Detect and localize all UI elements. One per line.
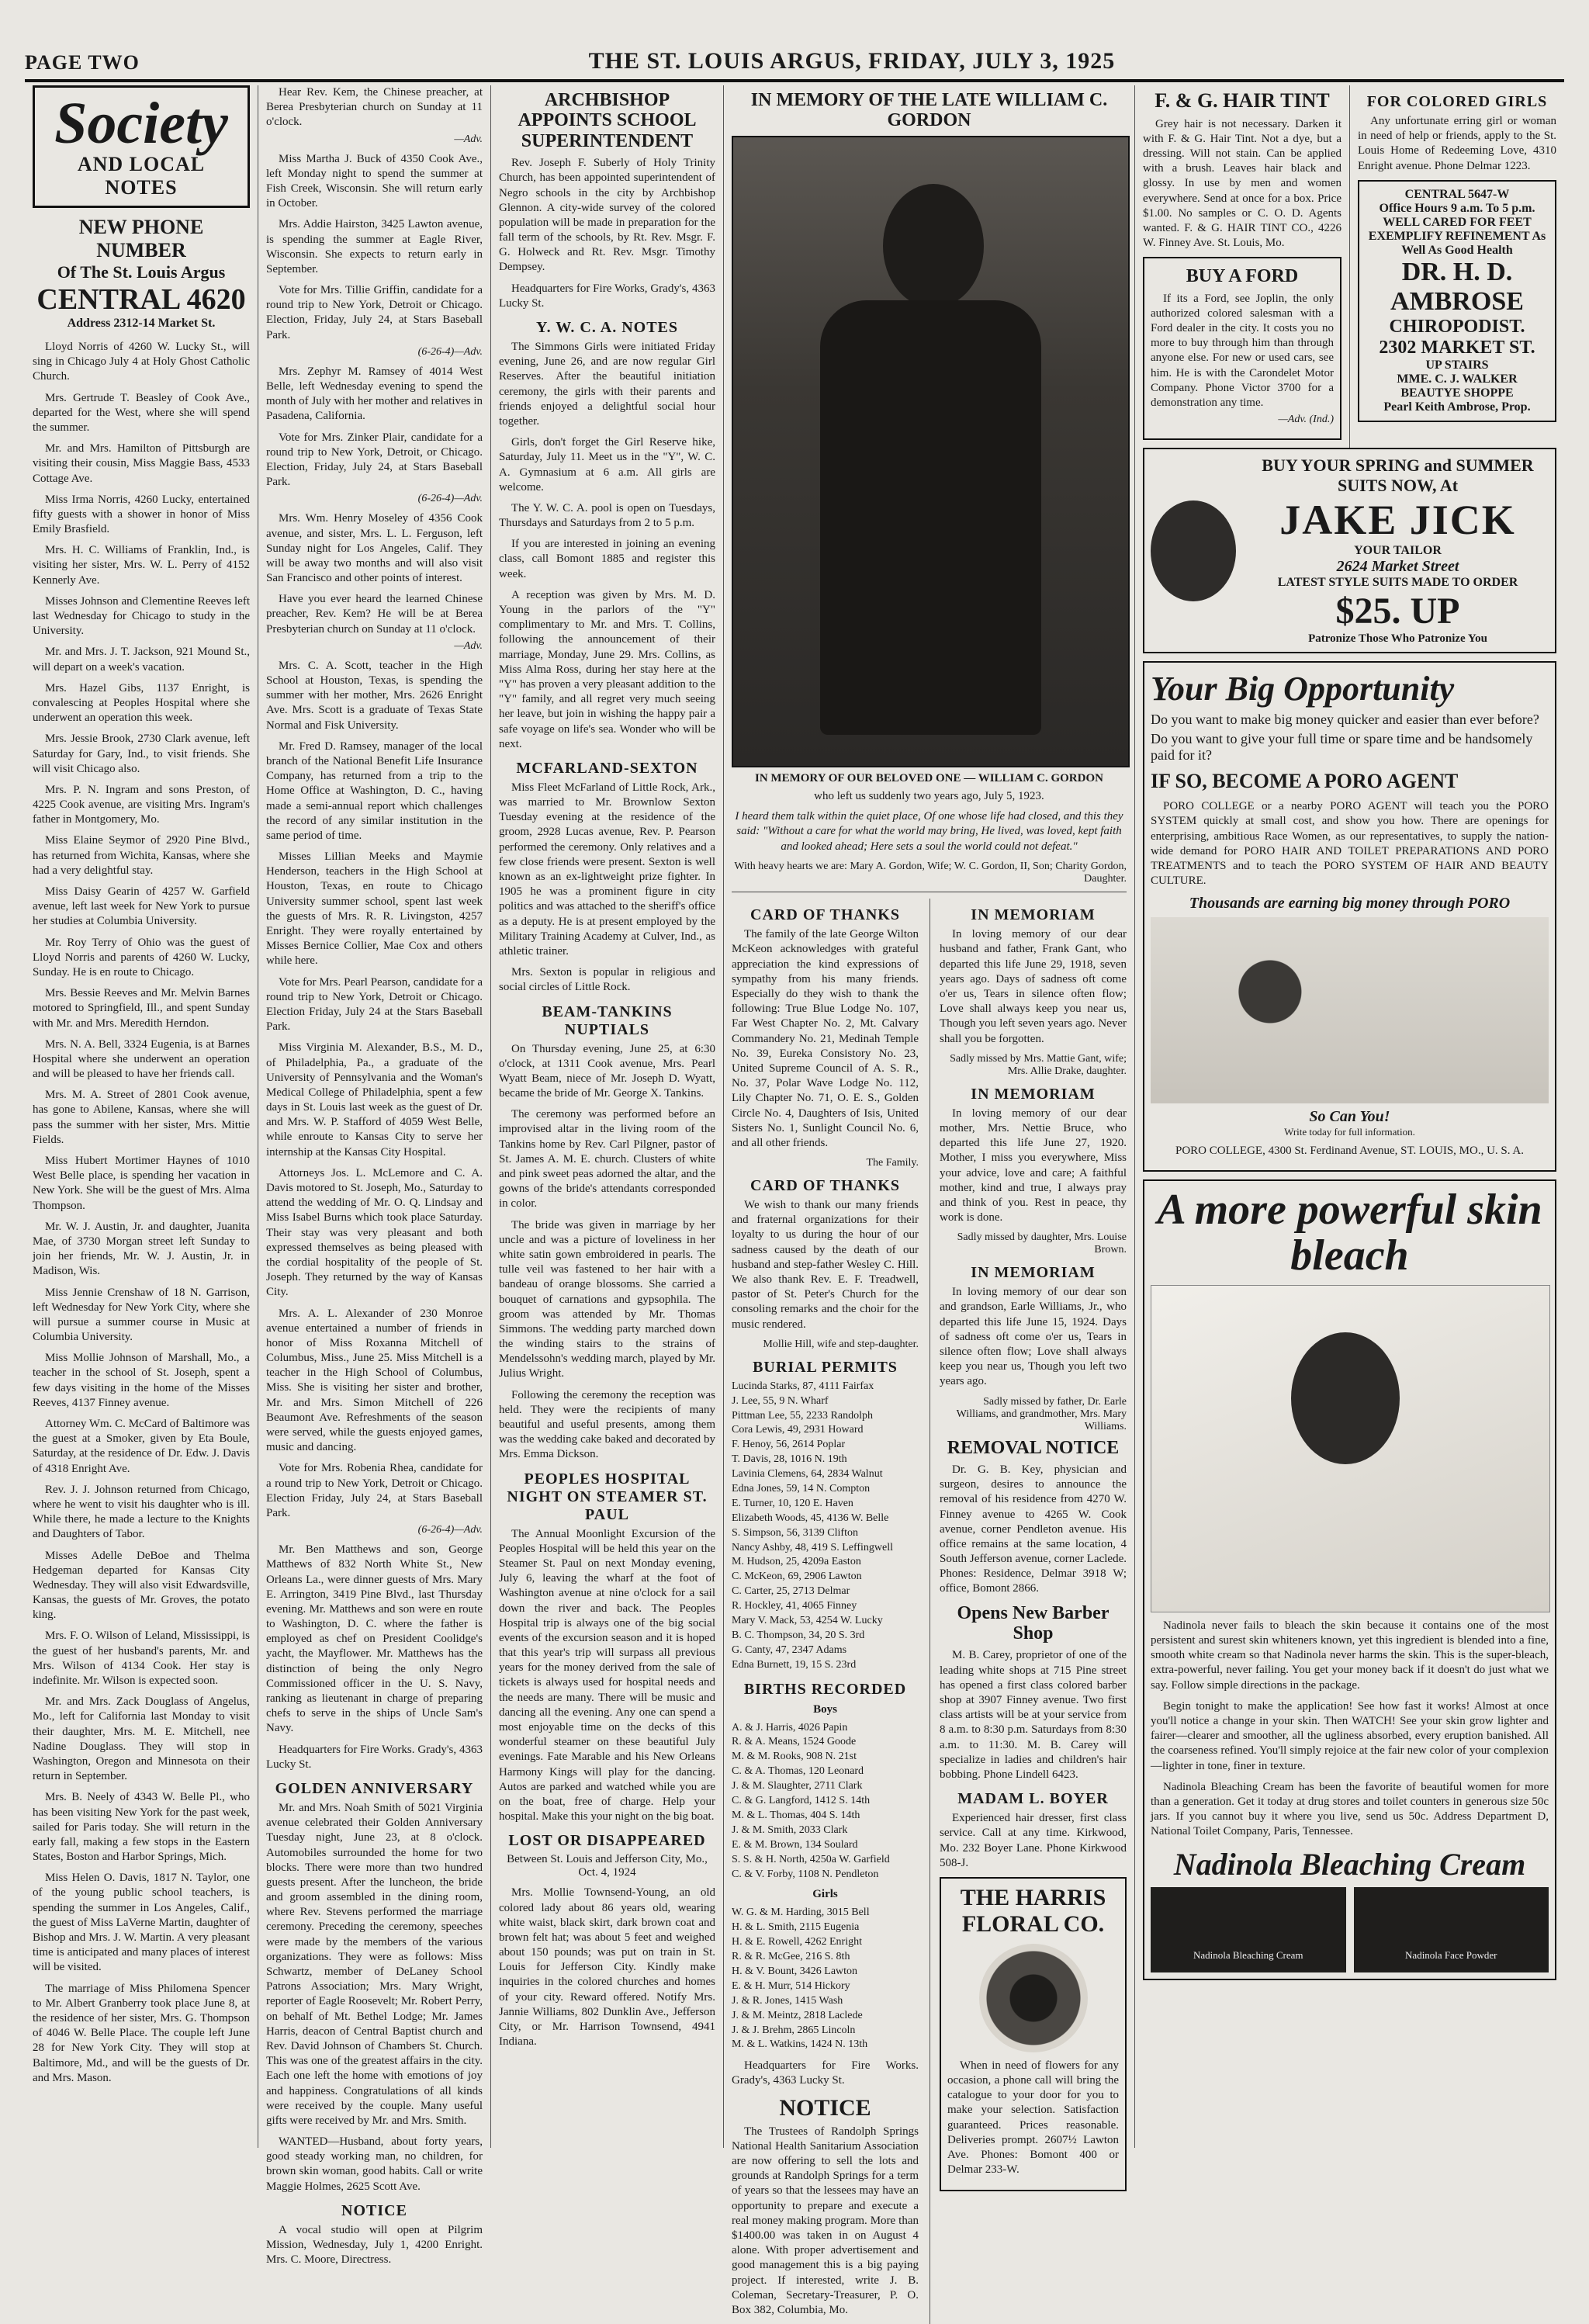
- ad-text: Nadinola Bleaching Cream has been the favorite of beautiful women for more than a generation. Get it today at drug stores and toilet counters in generous size 50c jars. If you cannot buy it where you live, send us 50c. Address Department D, National Toilet Company, Paris, Tennessee.: [1151, 1780, 1549, 1838]
- jake-jick-offer: LATEST STYLE SUITS MADE TO ORDER: [1277, 576, 1518, 590]
- news-item: Dr. G. B. Key, physician and surgeon, desires to announce the removal of his residence from 4270 W. Finney avenue to 4265 W. Cook avenue, corner Pendleton avenue. His office remains at the same location, 4 South Jefferson avenue, corner Laclede. Phones: Residence, Delmar 3918 W; office, Bomont 2866.: [940, 1463, 1127, 1595]
- news-item: Mrs. N. A. Bell, 3324 Eugenia, is at Barnes Hospital where she underwent an operation and will be pleased to have her friends call.: [33, 1037, 250, 1081]
- nadinola-headline: A more powerful skin bleach: [1157, 1186, 1542, 1280]
- births-girls-list: [732, 1906, 919, 2052]
- burial-permit-entry: Edna Jones, 59, 14 N. Compton: [732, 1483, 871, 1495]
- news-item: The Y. W. C. A. pool is open on Tuesdays, Thursdays and Saturdays from 2 to 5 p.m.: [499, 501, 715, 530]
- photo-caption: IN MEMORY OF OUR BELOVED ONE — WILLIAM C. GORDON: [755, 771, 1103, 784]
- news-item: We wish to thank our many friends and fraternal organizations for their loyalty to us during the hour of our sadness caused by the death of our husband and step-father Wesley C. Hill. We also thank Rev. E. F. Treadwell, pastor of St. Peter's Church for the consoling remarks and the choir for the music rendered.: [732, 1199, 919, 1331]
- news-item: Misses Adelle DeBoe and Thelma Hedgeman departed for Kansas City Wednesday. They will also visit Edwardsville, Kansas, the guests of Mr. Groves, the potato king.: [33, 1549, 250, 1622]
- colored-girls-heading: FOR COLORED GIRLS: [1366, 93, 1548, 110]
- news-item: Girls, don't forget the Girl Reserve hike, Saturday, July 11. Meet us in the "Y", W. C. A. Gymnasium at 6 a.m. All girls are welcome.: [499, 436, 715, 494]
- burial-permit-entry: Edna Burnett, 19, 15 S. 23rd: [732, 1658, 857, 1671]
- news-item: The family of the late George Wilton McKeon acknowledges with grateful appreciation the kind expressions of sympathy from his many friends. Especially do they wish to thank the following: True Blue Lodge No. 107, Far West Chapter No. 2, Mt. Calvary Commandery No. 21, Medinah Temple No. 39, Eureka Consistory No. 23, United Supreme Council of A. S. R., No. 37, Polar Wave Lodge No. 112, Lily Chapter No. 71, O. E. S., Golden Circle No. 4, Daughters of Isis, United Sisters No. 1, Sunlight Council No. 6, and all other friends.: [732, 928, 919, 1149]
- chiropodist-title: CHIROPODIST.: [1389, 316, 1525, 337]
- tailor-portrait: [1151, 500, 1236, 601]
- column-church-news: [490, 85, 723, 2148]
- chiropodist-upstairs: UP STAIRS: [1425, 358, 1489, 372]
- news-item: The Annual Moonlight Excursion of the Peoples Hospital will be held this year on the Steamer St. Paul on next Monday evening, July 6, leaving the wharf at the foot of Washington avenue at nine o'clock for a sail down the river and back. The Peoples Hospital trip is always one of the big social events of the excursion season and it is hoped that this year's trip will surpass all previous years for the money derived from the sale of tickets is always used for hospital needs and the needs are many. There will be music and dancing all the evening. Any one can spend a most enjoyable time on the decks of this wonderful steamer on these beautiful July evenings. Fate Marable and his New Orleans Harmony Kings will play for the dancing. Autos are parked and watched while you are on the boat, free of charge. Help your hospital. Make this your night on the big boat.: [499, 1527, 715, 1824]
- nadinola-illustration: [1151, 1285, 1550, 1612]
- nadinola-brand: Nadinola Bleaching Cream: [1173, 1846, 1526, 1882]
- column-memorial: [723, 85, 1134, 2316]
- news-item: Mrs. Sexton is popular in religious and social circles of Little Rock.: [499, 966, 715, 994]
- news-item: Mr. and Mrs. Noah Smith of 5021 Virginia avenue celebrated their Golden Anniversary Tuesday night, June 23, at 8 o'clock. Automobiles surrounded the home for two blocks. There were more than two hundred guests present. After the luncheon, the bride and groom assembled in the dining room, where Rev. Stevens performed the marriage ceremony. Preceding the ceremony, speeches were made by the members of the various organizations. They were as follows: Miss Schwartz, member of DeLaney School Patrons Association; Mrs. Mary Wright, reporter of Eagle Roosevelt; Mr. Robert Perry, on behalf of Mt. Bethel Lodge; Mr. James Harris, deacon of Central Baptist church and Rev. David Johnson of Chambers St. Church. This was one of the greatest affairs in the city. Each one left the home with emotions of joy and happiness. Congratulations of all kinds were received by the couple. Many useful gifts were received by Mr. and Mrs. Smith.: [266, 1801, 483, 2127]
- society-subtitle: AND LOCAL NOTES: [77, 153, 206, 199]
- news-item: On Thursday evening, June 25, at 6:30 o'clock, at 1311 Cook avenue, Mrs. Pearl Wyatt Beam, niece of Mr. Joseph D. Wyatt, became the bride of Mr. George X. Tankins.: [499, 1042, 715, 1100]
- jake-jick-address: 2624 Market Street: [1336, 558, 1459, 576]
- in-memoriam-heading: IN MEMORIAM: [971, 1085, 1096, 1103]
- news-item: Mrs. A. L. Alexander of 230 Monroe avenue entertained a number of friends in honor of Miss Roxanna Mitchell of Columbus, Miss., June 25. Miss Mitchell is a teacher in the High School of Columbus, Miss. She is visiting her sister and brother, Mr. and Mrs. Simon Mitchell of 226 Beaumont Ave. Refreshments of the season were served, while the guests enjoyed games, music and dancing.: [266, 1307, 483, 1454]
- burial-permit-entry: M. Hudson, 25, 4209a Easton: [732, 1556, 861, 1568]
- news-item: If you are interested in joining an evening class, call Bomont 1885 and register this week.: [499, 538, 715, 580]
- poro-address: PORO COLLEGE, 4300 St. Ferdinand Avenue, ST. LOUIS, MO., U. S. A.: [1175, 1145, 1525, 1158]
- news-item: The marriage of Miss Philomena Spencer to Mr. Albert Granberry took place June 8, at the residence of her sister, Mrs. G. Thompson of 4046 W. Belle Place. The couple left June 28 for New York City. They will stop at Baltimore, Md., and will be the guests of Dr. and Mrs. Mason.: [33, 1982, 250, 2084]
- masthead: [25, 31, 1564, 82]
- birth-entry-boy: J. & M. Slaughter, 2711 Clark: [732, 1780, 863, 1792]
- news-item: Miss Elaine Seymor of 2920 Pine Blvd., has returned from Wichita, Kansas, where she had a very delightful stay.: [33, 834, 250, 877]
- vote-notice: Vote for Mrs. Zinker Plair, candidate for a round trip to New York, Detroit, or Chicago. Election, Friday, July 24, at Stars Baseball Park.: [266, 431, 483, 489]
- news-item: Miss Hubert Mortimer Haynes of 1010 West Belle place, is spending her vacation in New York. She will be the guest of Mrs. Alma Thompson.: [33, 1155, 250, 1212]
- poro-tagline: Thousands are earning big money through PORO: [1189, 895, 1511, 913]
- society-banner: [33, 85, 250, 208]
- news-item: Experienced hair dresser, first class service. Call at any time. Kirkwood, Mo. 232 Boyer Lane. Phone Kirkwood 508-J.: [940, 1812, 1127, 1869]
- memoriam-text: In loving memory of our dear husband and father, Frank Gant, who departed this life June 29, 1918, seven years ago. Days of sadness oft come o'er us, Tears in silence often flow; Love shall always keep you near us, Though you left seven years ago. Never shall you be forgotten.: [940, 928, 1127, 1045]
- nadinola-powder-box: Nadinola Face Powder: [1354, 1887, 1549, 1972]
- burial-permit-entry: T. Davis, 28, 1016 N. 19th: [732, 1453, 847, 1466]
- card-of-thanks-heading: CARD OF THANKS: [750, 906, 900, 924]
- harris-floral-ad: [940, 1877, 1127, 2192]
- news-item: Mrs. Mollie Townsend-Young, an old colored lady about 86 years old, wearing white waist, black skirt, dark brown coat and brown felt hat; was about 5 feet and weighed about 150 pounds; was put on train in St. Louis for Jefferson City. Kindly make inquiries in the colored churches and homes of your city. Reward offered. Notify Mrs. Jannie Williams, 802 Dunklin Ave., Jefferson City, or Mr. Harrison Townsend, 4941 Indiana.: [499, 1886, 715, 2049]
- burial-permits-heading: BURIAL PERMITS: [753, 1358, 898, 1376]
- chiropodist-slogan: WELL CARED FOR FEET EXEMPLIFY REFINEMENT As Well As Good Health: [1368, 215, 1546, 257]
- news-item: Mrs. Zephyr M. Ramsey of 4014 West Belle, left Wednesday evening to spend the month of July with her mother and relatives in Pasadena, California.: [266, 365, 483, 423]
- birth-entry-girl: H. & E. Rowell, 4262 Enright: [732, 1936, 862, 1948]
- news-item: Mrs. Jessie Brook, 2730 Clark avenue, left Saturday for Gary, Ind., to visit friends. She will visit Chicago also.: [33, 733, 250, 775]
- memoriam-text: In loving memory of our dear mother, Mrs. Nettie Bruce, who departed this life June 27, 1920. Mother, I miss you everywhere, Miss your advice, love and care; A faithful mother, kind and true, I always pray and think of you. Rest in peace, thy work is done.: [940, 1107, 1127, 1224]
- news-item: A reception was given by Mrs. M. D. Young in the parlors of the "Y" complimentary to Mr. and Mrs. T. Collins, following the announcement of their marriage, Monday, June 29. Mrs. Collins, as Miss Alma Ross, during her stay here at the "Y" has proven a very pleasant addition to the "Y" family, and all regret very much seeing her leave, but join in wishing the happy pair a safe voyage on life's sea. Wonder who will be next.: [499, 588, 715, 750]
- poro-college-ad: [1143, 661, 1556, 1172]
- birth-entry-boy: S. S. & H. North, 4250a W. Garfield: [732, 1853, 890, 1865]
- memorial-subcolumns: [732, 899, 1127, 2324]
- news-item: Miss Fleet McFarland of Little Rock, Ark., was married to Mr. Brownlow Sexton Tuesday evening at the residence of the groom, 2928 Lucas avenue, Rev. P. Pearson performed the ceremony. Only relatives and a few close friends were present. Sexton is well known as an ex-lightweight prize fighter. In 1905 he was a prominent figure in city politics and was attached to the sheriff's office as a deputy. He is at present employed by the Military Training Academy at Culver, Ind., as athletic trainer.: [499, 781, 715, 958]
- hair-tint-heading: F. & G. HAIR TINT: [1155, 89, 1330, 112]
- burial-permit-entry: S. Simpson, 56, 3139 Clifton: [732, 1526, 858, 1539]
- lost-heading: LOST OR DISAPPEARED: [508, 1832, 706, 1850]
- birth-entry-boy: J. & M. Smith, 2033 Clark: [732, 1824, 848, 1836]
- news-item: Mrs. M. A. Street of 2801 Cook avenue, has gone to Abilene, Kansas, where she will pass the summer with her sister, Mrs. Mittie Fields.: [33, 1089, 250, 1146]
- burial-permit-entry: Mary V. Mack, 53, 4254 W. Lucky: [732, 1615, 883, 1627]
- burial-permit-entry: J. Lee, 55, 9 N. Wharf: [732, 1394, 829, 1407]
- news-item: Attorney Wm. C. McCard of Baltimore was the guest at a Smoker, given by Eta Boule, Saturday, at the residence of Dr. Edw. J. Davis of 4318 Enright Ave.: [33, 1418, 250, 1475]
- news-item: Following the ceremony the reception was held. They were the recipients of many beautiful and useful presents, among them was the wedding cake baked and decorated by Mrs. Emma Dickson.: [499, 1388, 715, 1461]
- newspaper-dateline: THE ST. LOUIS ARGUS, FRIDAY, JULY 3, 1925: [588, 48, 1116, 74]
- ad-text: If its a Ford, see Joplin, the only authorized colored salesman with a Ford dealer in the city. It costs you no more to buy through him than through anyone else. For new or used cars, see him. He is with the Carondelet Motor Company. Phone Victor 3700 for a demonstration any time.: [1151, 292, 1334, 409]
- news-item: Miss Martha J. Buck of 4350 Cook Ave., left Monday night to spend the summer at Fish Creek, Wisconsin. She will return early in October.: [266, 152, 483, 210]
- memorial-poem: I heard them talk within the quiet place, Of one whose life had closed, and this they said: "Without a care for what the world may bring, He lived, was loved, kept faith and looked ahead; Here sets a soul the world could not defeat.": [735, 809, 1123, 853]
- memorial-portrait-photo: [732, 136, 1130, 767]
- news-item: Mrs. Addie Hairston, 3425 Lawton avenue, is spending the summer at Eagle River, Wisconsin. She expects to return early in September.: [266, 218, 483, 275]
- ad-text: Begin tonight to make the application! See how fast it works! Almost at once you'll notice a change in your skin. Then WATCH! See your skin grow lighter and fairer—clearer and smoother, all the ugliness absorbed, every eruption banished. All the coarseness refined. You'll simply rejoice at the fair new color of your complexion—lighter in tone, finer in texture.: [1151, 1699, 1549, 1772]
- adv-tag: —Adv.: [454, 639, 483, 652]
- in-memoriam-heading: IN MEMORIAM: [971, 906, 1096, 924]
- vote-notice: Vote for Mrs. Tillie Griffin, candidate for a round trip to New York, Detroit or Chicago. Election, Friday, July 24, at Stars Baseball Park.: [266, 284, 483, 341]
- chiropodist-ad: [1358, 180, 1556, 422]
- news-item: The Simmons Girls were initiated Friday evening, June 26, and are now regular Girl Reserves. After the beautiful initiation ceremony, the girls with their parents and friends enjoyed a delightful social hour together.: [499, 341, 715, 428]
- adv-tag: (6-26-4)—Adv.: [417, 1524, 483, 1536]
- birth-entry-girl: H. & L. Smith, 2115 Eugenia: [732, 1921, 860, 1934]
- archbishop-headline: ARCHBISHOP APPOINTS SCHOOL SUPERINTENDENT: [518, 90, 697, 151]
- columns: [25, 85, 1564, 2316]
- column-society: [25, 85, 258, 2148]
- news-item: Mrs. F. O. Wilson of Leland, Mississippi, is the guest of her husband's parents, Mr. and Mrs. Wilson of 4134 Cook. Her stay is indefinite. Mr. Wilson is expected soon.: [33, 1630, 250, 1687]
- jake-jick-layout: [1151, 455, 1549, 646]
- jake-jick-text: [1247, 455, 1549, 646]
- signature: Sadly missed by Mrs. Mattie Gant, wife; Mrs. Allie Drake, daughter.: [950, 1052, 1127, 1077]
- burial-permits-list: [732, 1380, 919, 1673]
- news-item: Have you ever heard the learned Chinese preacher, Rev. Kem? He will be at Berea Presbyterian church on Sunday at 11 o'clock.: [266, 593, 483, 636]
- news-item: Miss Mollie Johnson of Marshall, Mo., a teacher in the school of St. Joseph, spent a few days visiting in the home of the Misses Reeves, 4137 Finney avenue.: [33, 1352, 250, 1409]
- news-item: Misses Johnson and Clementine Reeves left last Wednesday for Chicago to study in the University.: [33, 594, 250, 638]
- birth-entry-girl: J. & J. Brehm, 2865 Lincoln: [732, 2024, 856, 2036]
- ad-text: PORO COLLEGE or a nearby PORO AGENT will teach you the PORO SYSTEM quickly at small cost, and show you how. There are openings for enterprising, ambitious Race Women, as our representatives, to supply the nation-wide demand for PORO HAIR AND TOILET PREPARATIONS AND PORO TREATMENTS and to teach the PORO SYSTEM OF HAIR AND BEAUTY CULTURE.: [1151, 800, 1549, 888]
- birth-entry-boy: C. & G. Langford, 1412 S. 14th: [732, 1795, 871, 1807]
- burial-permit-entry: C. Carter, 25, 2713 Delmar: [732, 1585, 850, 1598]
- poro-question: Do you want to make big money quicker and easier than ever before?: [1151, 712, 1539, 728]
- news-item: Mrs. H. C. Williams of Franklin, Ind., is visiting her sister, Mrs. W. L. Perry of 4152 Kennerly Ave.: [33, 544, 250, 587]
- memoriam-text: In loving memory of our dear son and grandson, Earle Williams, Jr., who departed this life June 15, 1924. Days of sadness oft come o'er us, Tears in silence often flow; Love shall always keep you near us, Though you left two years ago.: [940, 1286, 1127, 1388]
- memorial-headline: IN MEMORY OF THE LATE WILLIAM C. GORDON: [750, 90, 1108, 131]
- page-number: PAGE TWO: [25, 51, 140, 74]
- vote-notice: Vote for Mrs. Pearl Pearson, candidate for a round trip to New York, Detroit or Chicago. Election Friday, July 24 at the Stars Baseball Park.: [266, 975, 483, 1034]
- notice-heading: NOTICE: [341, 2201, 407, 2219]
- in-memoriam-heading: IN MEMORIAM: [971, 1264, 1096, 1282]
- portrait-body: [820, 300, 1041, 735]
- news-item: Miss Virginia M. Alexander, B.S., M. D., of Philadelphia, Pa., a graduate of the University of Pennsylvania and the Woman's Medical College of Philadelphia, spent a few days in St. Louis last week as the guest of Dr. and Mrs. W. P. Stafford of 4059 West Belle, while enroute to Kansas City to serve her internship at the Kansas City Hospital.: [266, 1041, 483, 1159]
- top-ads-left: [1143, 85, 1341, 448]
- news-item: A vocal studio will open at Pilgrim Mission, Wednesday, July 1, 4200 Enright. Mrs. C. Moore, Directress.: [266, 2223, 483, 2267]
- fireworks-notice: Headquarters for Fire Works, Grady's, 4363 Lucky St.: [499, 282, 715, 310]
- burial-permit-entry: F. Henoy, 56, 2614 Poplar: [732, 1439, 846, 1451]
- boys-label: Boys: [813, 1702, 837, 1716]
- vote-notice: Vote for Mrs. Robenia Rhea, candidate for a round trip to New York, Detroit or Chicago. Election Friday, July 24, at Stars Baseball Park.: [266, 1462, 483, 1519]
- news-item: Miss Daisy Gearin of 4257 W. Garfield avenue, left last week for New York to pursue her studies at Columbia University.: [33, 885, 250, 928]
- top-ads-row: [1143, 85, 1556, 448]
- nadinola-products: [1151, 1887, 1549, 1972]
- hospital-night-heading: PEOPLES HOSPITAL NIGHT ON STEAMER ST. PAUL: [507, 1470, 708, 1523]
- news-item: Miss Helen O. Davis, 1817 N. Taylor, one of the young public school teachers, is spending the summer in Los Angeles, Calif., the guest of Miss LaVerne Martin, daughter of Bishop and Mrs. J. W. Martin. A very pleasant time is anticipated and many places of interest will be visited.: [33, 1872, 250, 1974]
- news-item: The ceremony was performed before an improvised altar in the living room of the Tankins home by Rev. Carl Pilgner, pastor of St. James A. M. E. church. Clusters of white and pink sweet peas adorned the altar, and the gowns of the bride's attendants corresponded in color.: [499, 1108, 715, 1210]
- ford-ad: [1143, 257, 1341, 440]
- jake-jick-ad: [1143, 448, 1556, 653]
- burial-permit-entry: E. Turner, 10, 120 E. Haven: [732, 1497, 853, 1509]
- birth-entry-boy: M. & M. Rooks, 908 N. 21st: [732, 1751, 857, 1763]
- news-item: Hear Rev. Kem, the Chinese preacher, at Berea Presbyterian church on Sunday at 11 o'clock.: [266, 86, 483, 129]
- removal-notice-heading: REMOVAL NOTICE: [947, 1437, 1120, 1458]
- golden-anniversary-heading: GOLDEN ANNIVERSARY: [275, 1779, 474, 1797]
- news-item: M. B. Carey, proprietor of one of the leading white shops at 715 Pine street has opened a first class colored barber shop at 3907 Finney avenue. Two first class artists will be at your service from 8 a.m. to 8:30 p.m. Saturdays from 8:30 a.m. to 11:30. M. B. Carey will specialize in ladies and children's hair bobbing. Phone Lindell 6423.: [940, 1649, 1127, 1781]
- photo-caption-sub: who left us suddenly two years ago, July 5, 1923.: [814, 789, 1044, 802]
- barber-shop-heading: Opens New Barber Shop: [957, 1602, 1110, 1644]
- news-item: Mrs. Hazel Gibs, 1137 Enright, is convalescing at Peoples Hospital where she underwent an operation this week.: [33, 681, 250, 725]
- beam-tankins-heading: BEAM-TANKINS NUPTIALS: [542, 1003, 673, 1038]
- burial-permit-entry: R. Hockley, 41, 4065 Finney: [732, 1600, 857, 1612]
- news-item: Attorneys Jos. L. McLemore and C. A. Davis motored to St. Joseph, Mo., Saturday to attend the wedding of Mr. O. Q. Lindsay and Miss Isabel Burns which took place Saturday. Their stay was very pleasant and both expressed themselves as being pleased with the cordial hospitality of the people of St. Joseph. They returned by the way of Kansas City.: [266, 1166, 483, 1299]
- birth-entry-girl: M. & L. Watkins, 1424 N. 13th: [732, 2038, 868, 2051]
- news-item: The bride was given in marriage by her uncle and was a picture of loveliness in her white satin gown embroidered in pearls. The tulle veil was fastened to her hair with a bandeau of orange blossoms. She carried a bouquet of carnations and gypsophila. The groom was attended by Mr. Thomas Simmons. The wedding party marched down the winding stairs to the strains of Mendelssohn's wedding march, played by Mr. Julius Wright.: [499, 1218, 715, 1380]
- burial-permit-entry: Lucinda Starks, 87, 4111 Fairfax: [732, 1380, 874, 1392]
- birth-entry-girl: J. & M. Meintz, 2818 Laclede: [732, 2009, 863, 2021]
- burial-permit-entry: Lavinia Clemens, 64, 2834 Walnut: [732, 1468, 883, 1481]
- news-item: Mr. Fred D. Ramsey, manager of the local branch of the National Benefit Life Insurance Company, has returned from a trip to the Home Office at Washington, D. C., having made a semi-annual report which challenges the record of any similar institution in the same period of time.: [266, 739, 483, 842]
- news-item: Misses Lillian Meeks and Maymie Henderson, teachers in the High School at Houston, Texas, en route to Chicago University summer school, spent last week the guests of Mrs. R. R. Livingston, 4257 Enright. They were royally entertained by Misses Bernice Collier, Mae Cox and others while here.: [266, 850, 483, 968]
- jake-jick-price: $25. UP: [1335, 591, 1460, 632]
- hair-tint-ad: [1143, 90, 1341, 251]
- top-ads-right: [1349, 85, 1556, 448]
- burial-permit-entry: Cora Lewis, 49, 2931 Howard: [732, 1424, 864, 1436]
- subcolumn-left: [732, 899, 919, 2324]
- news-item: Mrs. C. A. Scott, teacher in the High School at Houston, Texas, is spending the summer with her mother, Mrs. 2626 Enright Ave. Mrs. Scott is a graduate of Texas State Normal and Fisk University.: [266, 659, 483, 732]
- rose-icon: [979, 1944, 1088, 2052]
- card-of-thanks-heading: CARD OF THANKS: [750, 1177, 900, 1195]
- burial-permit-entry: Pittman Lee, 55, 2233 Randolph: [732, 1409, 873, 1422]
- birth-entry-girl: J. & R. Jones, 1415 Wash: [732, 1994, 843, 2007]
- fireworks-notice: Headquarters for Fire Works. Grady's, 4363 Lucky St.: [732, 2059, 919, 2087]
- burial-permit-entry: Elizabeth Woods, 45, 4136 W. Belle: [732, 1512, 889, 1524]
- adv-tag: (6-26-4)—Adv.: [417, 345, 483, 358]
- nadinola-cream-jar: Nadinola Bleaching Cream: [1151, 1887, 1346, 1972]
- news-item: Mrs. Wm. Henry Moseley of 4356 Cook avenue, and sister, Mrs. L. L. Ferguson, left Sunday night for Los Angeles, Calif. They will be away two months and will also visit San Francisco and other points of interest.: [266, 512, 483, 585]
- phone-address: Address 2312-14 Market St.: [67, 317, 216, 330]
- ad-text: Nadinola never fails to bleach the skin because it contains one of the most persistent and surest skin whiteners known, yet this ingredient is blended into a fine, smooth white cream so that Nadinola never harms the skin. This is the super-bleach, extra-powerful, never failing. You get your money back if it doesn't do just what we say. Follow simple directions in the package.: [1151, 1619, 1549, 1692]
- ad-text: Any unfortunate erring girl or woman in need of help or friends, apply to the St. Louis Home of Redeeming Love, 4310 Enright avenue. Phone Delmar 1223.: [1358, 115, 1556, 172]
- births-heading: BIRTHS RECORDED: [743, 1680, 907, 1698]
- births-boys-list: [732, 1721, 919, 1882]
- chiropodist-phone: CENTRAL 5647-W: [1404, 187, 1510, 201]
- news-item: Rev. Joseph F. Suberly of Holy Trinity Church, has been appointed superintendent of Negro schools in the city by Archbishop Glennon. A city-wide survey of the colored population will be made in preparation for the fall term of the schools, by Rt. Rev. Msgr. F. G. Holweck and Rt. Rev. Msgr. Timothy Dempsey.: [499, 157, 715, 274]
- signature: Sadly missed by father, Dr. Earle Williams, and grandmother, Mrs. Mary Williams.: [956, 1395, 1127, 1432]
- birth-entry-boy: C. & V. Forby, 1108 N. Pendleton: [732, 1868, 879, 1880]
- jake-jick-tagline: BUY YOUR SPRING and SUMMER SUITS NOW, At: [1262, 455, 1534, 496]
- burial-permit-entry: C. McKeon, 69, 2906 Lawton: [732, 1571, 862, 1583]
- ad-text: Grey hair is not necessary. Darken it with F. & G. Hair Tint. Not a dye, but a dressing. Will not stain. Can be applied with a brush. Leaves hair black and glossy. In use by men and women everywhere. Send at once for a box. Price $1.00. No samples or C. O. D. Agents wanted. F. & G. HAIR TINT CO., 4226 W. Finney Ave. St. Louis, Mo.: [1143, 117, 1341, 250]
- mcfarland-sexton-heading: MCFARLAND-SEXTON: [516, 759, 698, 777]
- news-item: Mr. Roy Terry of Ohio was the guest of Lloyd Norris and parents of 4260 W. Lucky, Sunday. He is en route to Chicago.: [33, 936, 250, 978]
- news-item: Mrs. B. Neely of 4343 W. Belle Pl., who has been visiting New York for the past week, sailed for Paris today. She will return in the early fall, making a few stops in the Eastern States, Boston and Harbor Springs, Mich.: [33, 1791, 250, 1864]
- phone-number: CENTRAL 4620: [36, 283, 246, 316]
- news-item: Mr. and Mrs. J. T. Jackson, 921 Mound St., will depart on a week's vacation.: [33, 646, 250, 674]
- news-item: Mr. and Mrs. Zack Douglass of Angelus, Mo., left for California last Monday to visit their daughter, Mrs. M. E. Mitchell, nee Nadine Douglass. They will stop in Washington, Oregon and Minnesota on their return in September.: [33, 1695, 250, 1783]
- column-local-notes: [258, 85, 490, 2267]
- poro-headline: Your Big Opportunity: [1151, 670, 1455, 708]
- adv-tag: —Adv.: [454, 133, 483, 145]
- fireworks-notice: Headquarters for Fire Works. Grady's, 4363 Lucky St.: [266, 1743, 483, 1771]
- phone-heading: NEW PHONE NUMBER: [78, 216, 204, 261]
- news-item: The Trustees of Randolph Springs National Health Sanitarium Association are now offering to sell the lots and grounds at Randolph Springs for a term of years so that the lessees may have an opportunity to prepare and execute a real money making program. More than $1400.00 was taken in on August 4 alone. With proper advertisement and good management this is a big paying project. If interested, write J. B. Coleman, Secretary-Treasurer, P. O. Box 382, Columbia, Mo.: [732, 2125, 919, 2316]
- birth-entry-boy: E. & M. Brown, 134 Soulard: [732, 1838, 858, 1851]
- poro-illustration: [1151, 917, 1549, 1103]
- signature: Sadly missed by daughter, Mrs. Louise Brown.: [957, 1231, 1127, 1256]
- chiropodist-address: 2302 MARKET ST.: [1379, 337, 1535, 358]
- poro-question: Do you want to give your full time or spare time and be handsomely paid for it?: [1151, 731, 1533, 764]
- ad-text: When in need of flowers for any occasion, a phone call will bring the catalogue to your door for you to make your selection. Satisfaction guaranteed. Prices reasonable. Deliveries prompt. 2607½ Lawton Ave. Phones: Bomont 400 or Delmar 233-W.: [947, 2059, 1119, 2177]
- society-title: Society: [54, 91, 228, 156]
- column-advertisements: [1134, 85, 1564, 2148]
- birth-entry-boy: A. & J. Harris, 4026 Papin: [732, 1721, 848, 1733]
- birth-entry-boy: R. & A. Means, 1524 Goode: [732, 1736, 857, 1748]
- burial-permit-entry: Nancy Ashby, 48, 419 S. Leffingwell: [732, 1541, 894, 1553]
- chiropodist-name: DR. H. D. AMBROSE: [1390, 257, 1524, 316]
- ford-heading: BUY A FORD: [1186, 266, 1299, 287]
- jake-jick-role: YOUR TAILOR: [1354, 544, 1442, 558]
- nadinola-ad: [1143, 1179, 1556, 1979]
- birth-entry-girl: H. & V. Bount, 3426 Lawton: [732, 1965, 858, 1977]
- news-item: Lloyd Norris of 4260 W. Lucky St., will sing in Chicago July 4 at Holy Ghost Catholic Church.: [33, 341, 250, 383]
- girls-label: Girls: [812, 1888, 838, 1901]
- classified-wanted: WANTED—Husband, about forty years, good steady working man, no children, for brown skin woman, good habits. Call or write Maggie Holmes, 2625 Scott Ave.: [266, 2135, 483, 2193]
- notice-heading: NOTICE: [779, 2094, 871, 2121]
- birth-entry-girl: W. G. & M. Harding, 3015 Bell: [732, 1907, 870, 1919]
- adv-tag: (6-26-4)—Adv.: [417, 493, 483, 505]
- news-item: Mrs. Bessie Reeves and Mr. Melvin Barnes motored to Springfield, Ill., and spent Sunday with Mr. and Mrs. Meredith Herndon.: [33, 987, 250, 1030]
- ywca-heading: Y. W. C. A. NOTES: [536, 319, 678, 337]
- news-item: Miss Irma Norris, 4260 Lucky, entertained fifty guests with a shower in honor of Miss Emily Brasfield.: [33, 493, 250, 536]
- news-item: Rev. J. J. Johnson returned from Chicago, where he went to visit his daughter who is ill. While there, he made a lecture to the Knights and Daughters of Tabor.: [33, 1483, 250, 1541]
- poro-so-can-you: So Can You!: [1309, 1108, 1390, 1126]
- adv-tag: —Adv. (Ind.): [1278, 414, 1334, 426]
- portrait-head: [883, 184, 984, 308]
- beauty-shoppe-prop: Pearl Keith Ambrose, Prop.: [1383, 400, 1531, 414]
- beauty-shoppe-name: MME. C. J. WALKER BEAUTYE SHOPPE: [1397, 372, 1518, 400]
- news-item: Mrs. P. N. Ingram and sons Preston, of 4225 Cook avenue, are visiting Mrs. Ingram's father in Montgomery, Mo.: [33, 783, 250, 826]
- phone-subheading: Of The St. Louis Argus: [57, 262, 226, 282]
- burial-permit-entry: B. C. Thompson, 34, 20 S. 3rd: [732, 1629, 865, 1641]
- subcolumn-right: [930, 899, 1127, 2324]
- signature: The Family.: [866, 1157, 919, 1169]
- birth-entry-girl: E. & H. Murr, 514 Hickory: [732, 1979, 850, 1992]
- harris-floral-name: THE HARRIS FLORAL CO.: [960, 1884, 1106, 1937]
- news-item: Mr. W. J. Austin, Jr. and daughter, Juanita Mae, of 3730 Morgan street left Sunday to join her friends, Mr. W. J. Austin, Jr. in Madison, Wis.: [33, 1220, 250, 1278]
- jake-jick-name: JAKE JICK: [1279, 497, 1516, 544]
- phone-notice: [33, 216, 250, 331]
- jake-jick-slogan: Patronize Those Who Patronize You: [1308, 632, 1487, 646]
- memorial-signature: With heavy hearts we are: Mary A. Gordon, Wife; W. C. Gordon, II, Son; Charity Gordon, Daughter.: [734, 861, 1127, 885]
- news-item: Mr. and Mrs. Hamilton of Pittsburgh are visiting their cousin, Miss Maggie Bass, 4533 Cottage Ave.: [33, 442, 250, 485]
- news-item: Miss Jennie Crenshaw of 18 N. Garrison, left Wednesday for New York City, where she will pursue a summer course in Music at Columbia University.: [33, 1286, 250, 1344]
- burial-permit-entry: G. Canty, 47, 2347 Adams: [732, 1643, 847, 1656]
- signature: Mollie Hill, wife and step-daughter.: [763, 1338, 919, 1350]
- birth-entry-boy: C. & A. Thomas, 120 Leonard: [732, 1765, 864, 1778]
- chiropodist-hours: Office Hours 9 a.m. To 5 p.m.: [1379, 201, 1535, 215]
- birth-entry-boy: M. & L. Thomas, 404 S. 14th: [732, 1809, 860, 1821]
- news-item: Mr. Ben Matthews and son, George Matthews of 832 North White St., New Orleans La., were dinner guests of Mrs. Mary E. Arrington, 3419 Pine Blvd., last Thursday evening. Mr. Matthews and son were en route to Washington, D. C. where the father is employed as chef on President Coolidge's yacht, the Mayflower. Mr. Matthews has the distinction of being the only Negro Commissioned officer in the U. S. Navy, ranking as lieutenant in charge of preparing chefs to serve in the ships of Uncle Sam's Navy.: [266, 1543, 483, 1735]
- poro-write-today: Write today for full information.: [1284, 1126, 1415, 1138]
- poro-call-to-action: IF SO, BECOME A PORO AGENT: [1151, 770, 1459, 793]
- lost-subheading: Between St. Louis and Jefferson City, Mo., Oct. 4, 1924: [507, 1853, 708, 1879]
- boyer-heading: MADAM L. BOYER: [957, 1790, 1109, 1808]
- birth-entry-girl: R. & R. McGee, 216 S. 8th: [732, 1951, 850, 1963]
- news-item: Mrs. Gertrude T. Beasley of Cook Ave., departed for the West, where she will spend the summer.: [33, 391, 250, 434]
